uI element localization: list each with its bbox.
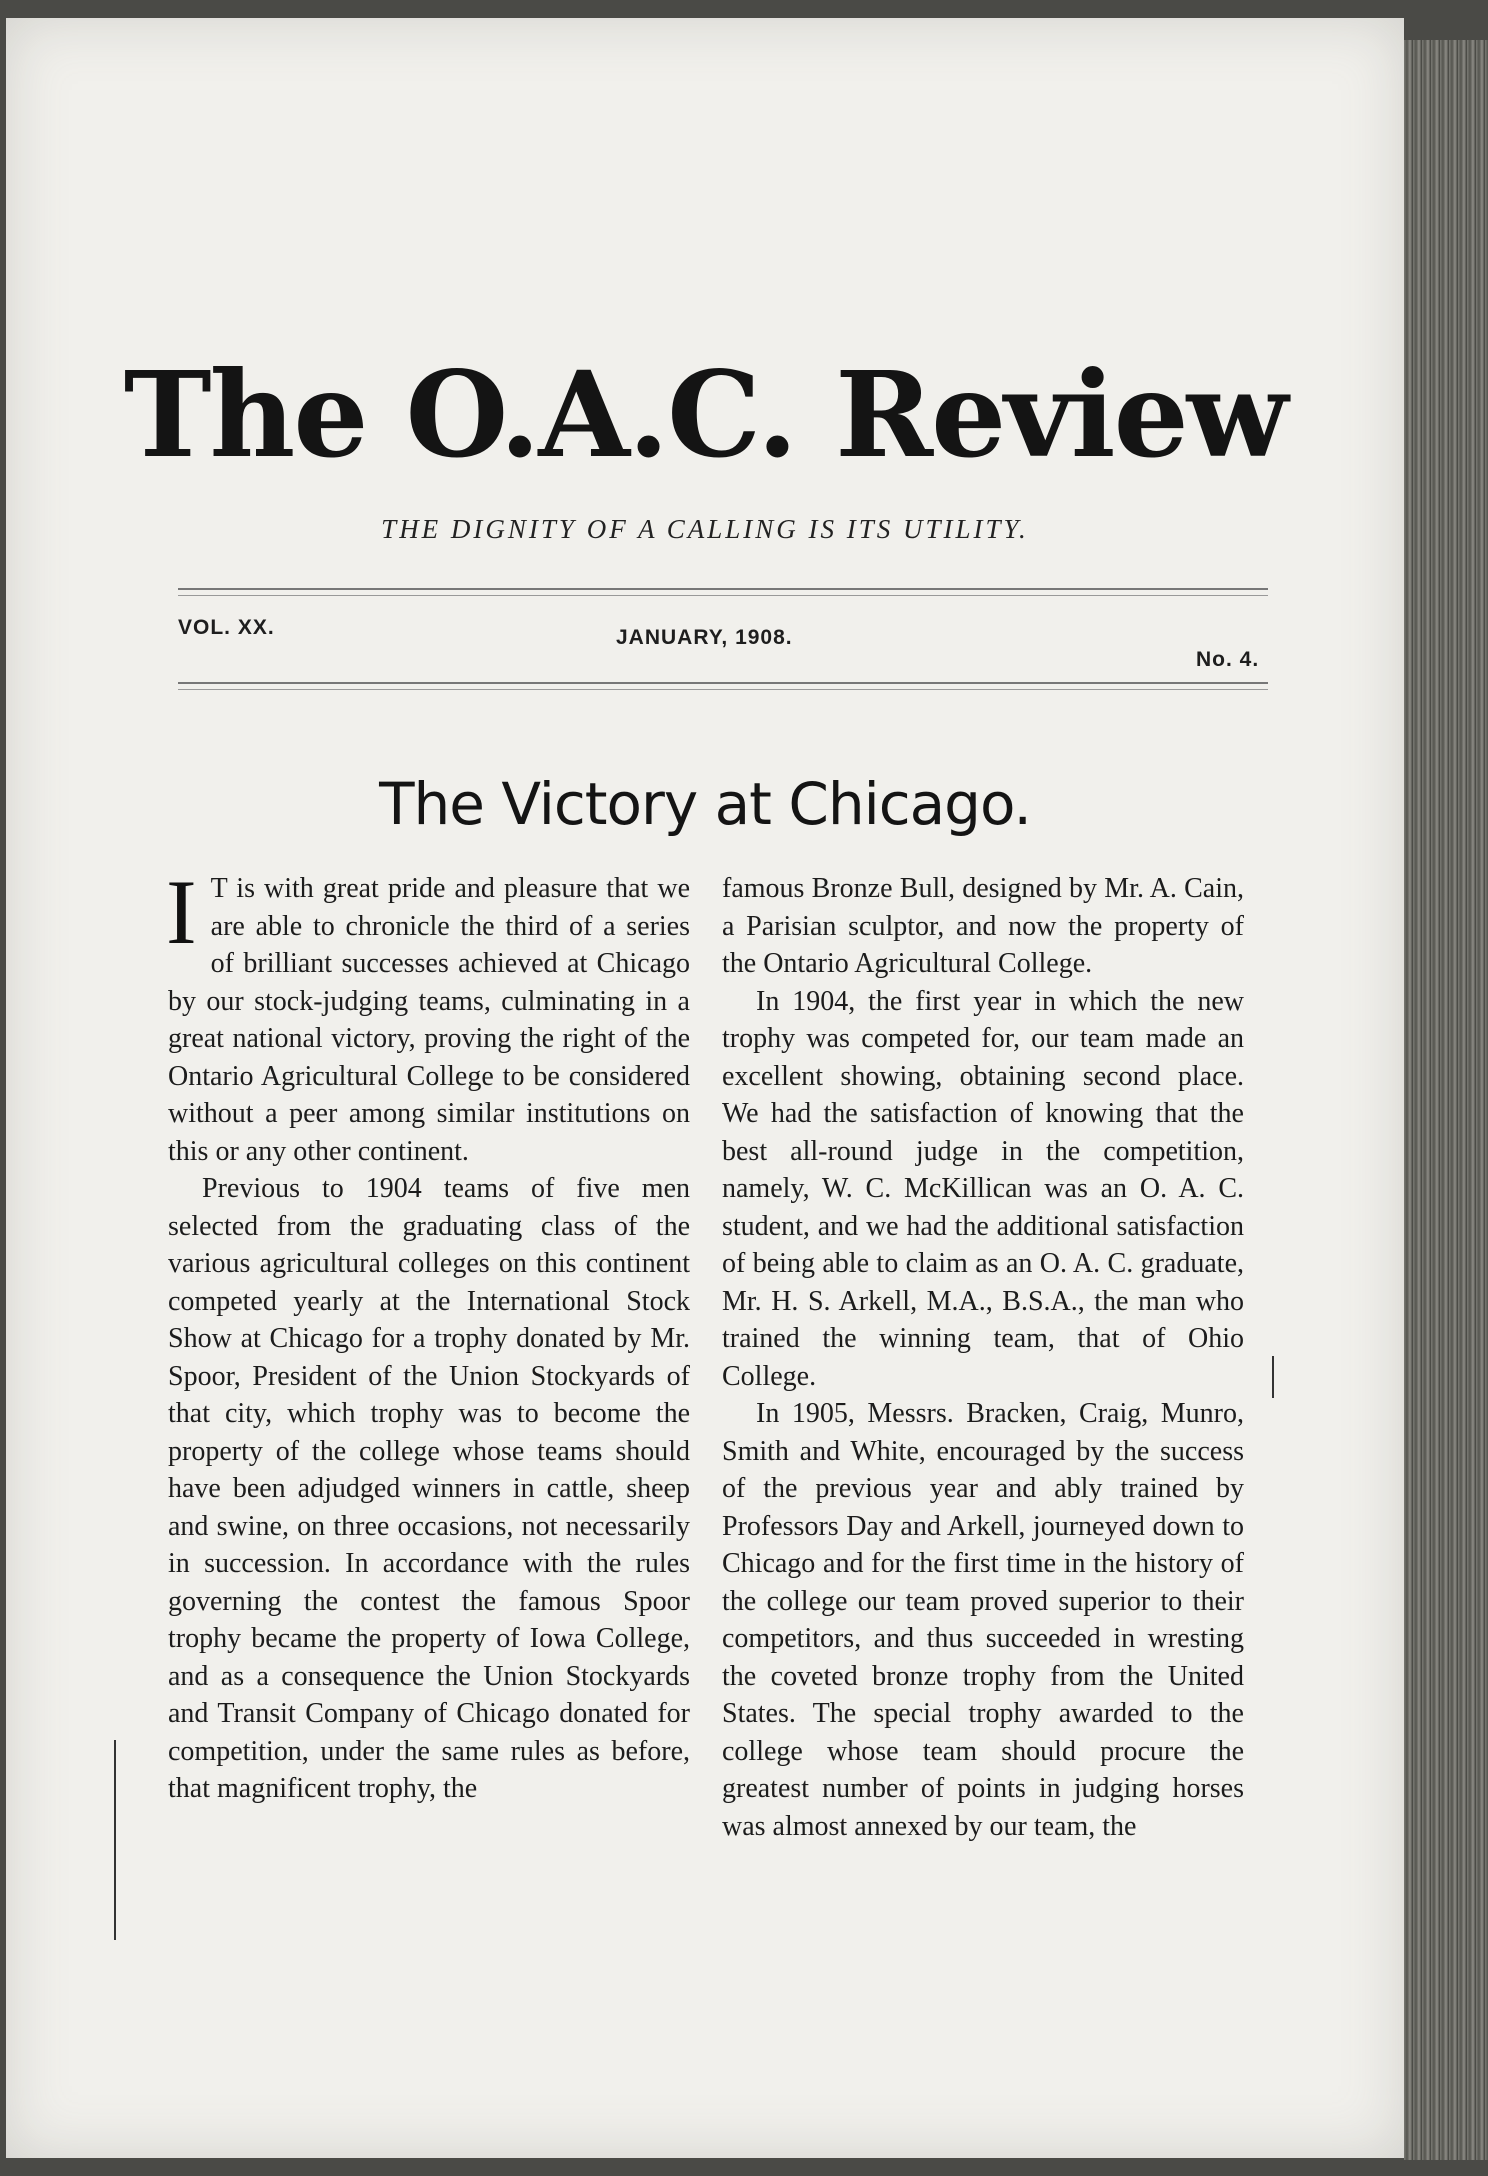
issue-number: No. 4. (1196, 648, 1260, 671)
margin-pencil-mark (1272, 1356, 1274, 1398)
bottom-rule (178, 682, 1268, 690)
issue-volume: VOL. XX. (178, 616, 275, 639)
paragraph: famous Bronze Bull, designed by Mr. A. Cain, a Parisian sculptor, and now the property of the Ontario Agricultural College. (722, 873, 1244, 979)
masthead-title: The O.A.C. Review (123, 345, 1287, 484)
paragraph: In 1904, the first year in which the new trophy was competed for, our team made an excellent showing, obtaining second place. We had the satisfaction of knowing that the best all-round judge in the competition, namely, W. C. McKillican was an O. A. C. student, and we had the additional satisfaction of being able to claim as an O. A. C. graduate, Mr. H. S. Arkell, M.A., B.S.A., the man who trained the winning team, that of Ohio College. (722, 985, 1244, 1392)
issue-date: JANUARY, 1908. (616, 626, 793, 649)
masthead-motto: THE DIGNITY OF A CALLING IS ITS UTILITY. (381, 514, 1029, 544)
article-title: The Victory at Chicago. (379, 770, 1031, 838)
paragraph (166, 861, 690, 1170)
journal-page (6, 18, 1404, 2158)
margin-pencil-mark (114, 1740, 116, 1940)
book-edge (1404, 40, 1488, 2160)
drop-cap: I (166, 861, 197, 963)
article-right-column (722, 870, 1244, 1845)
paragraph: In 1905, Messrs. Bracken, Craig, Munro, Smith and White, encouraged by the success of the previous year and ably trained by Professors Day and Arkell, journeyed down to Chicago and for the first time in the history of the college our team proved superior to their competitors, and thus succeeded in wresting the coveted bronze trophy from the United States. The special trophy awarded to the college whose team should procure the greatest number of points in judging horses was almost annexed by our team, the (722, 1398, 1244, 1842)
paragraph: Previous to 1904 teams of five men selected from the graduating class of the various agricultural colleges on this continent competed yearly at the International Stock Show at Chicago for a trophy donated by Mr. Spoor, President of the Union Stockyards of that city, which trophy was to become the property of the college whose teams should have been adjudged winners in cattle, sheep and swine, on three occasions, not necessarily in succession. In accordance with the rules governing the contest the famous Spoor trophy became the property of Iowa College, and as a consequence the Union Stockyards and Transit Company of Chicago donated for competition, under the same rules as before, that magnificent trophy, the (168, 1173, 690, 1804)
paragraph-text: T is with great pride and pleasure that we are able to chronicle the third of a series of brilliant successes achieved at Chicago by our stock-judging teams, culminating in a great national victory, proving the right of the Ontario Agricultural College to be considered without a peer among similar institutions on this or any other continent. (168, 873, 690, 1167)
article-left-column (166, 861, 690, 1808)
top-rule (178, 588, 1268, 596)
